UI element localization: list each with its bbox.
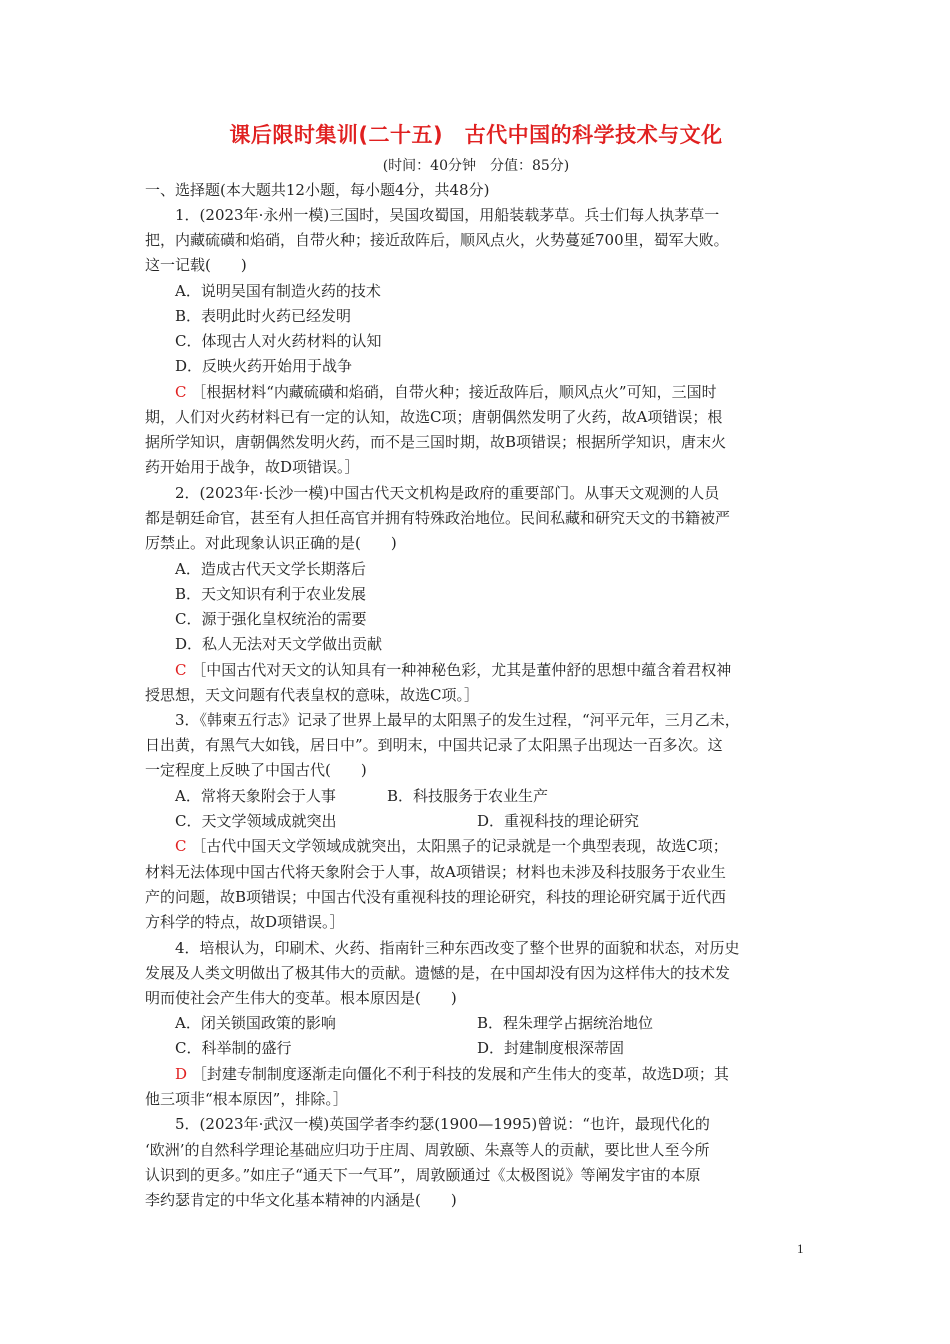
option-b: B．科技服务于农业生产 bbox=[387, 787, 549, 805]
question-text: 1．(2023年·永州一模)三国时，吴国攻蜀国，用船装载茅草。兵士们每人执茅草一 bbox=[175, 206, 720, 224]
answer-explanation bbox=[145, 834, 837, 859]
option-d: D．重视科技的理论研究 bbox=[477, 812, 640, 830]
answer-key: C bbox=[175, 383, 187, 401]
question-text: 认识到的更多。”如庄子“通天下一气耳”，周敦颐通过《太极图说》等阐发宇宙的本原 bbox=[145, 1166, 701, 1184]
explanation-text: 药开始用于战争，故D项错误。］ bbox=[145, 458, 360, 476]
option-a: A．常将天象附会于人事 bbox=[175, 787, 336, 805]
explanation-text: ［古代中国天文学领域成就突出，太阳黑子的记录就是一个典型表现，故选C项； bbox=[191, 837, 728, 855]
page-title: 课后限时集训(二十五) 古代中国的科学技术与文化 bbox=[229, 123, 723, 147]
question-text: 3．《韩柬五行志》记录了世界上最早的太阳黑子的发生过程，“河平元年，三月乙未， bbox=[175, 711, 740, 729]
question-text: 把，内藏硫磺和焰硝，自带火种；接近敌阵后，顺风点火，火势蔓延700里，蜀军大败。 bbox=[145, 231, 729, 249]
answer-explanation bbox=[145, 1062, 837, 1087]
option-c: C．科举制的盛行 bbox=[175, 1039, 292, 1057]
section-heading: 一、选择题(本大题共12小题，每小题4分，共48分) bbox=[145, 181, 490, 199]
option-d: D．反映火药开始用于战争 bbox=[175, 357, 353, 375]
option-a: A．说明吴国有制造火药的技术 bbox=[175, 282, 381, 300]
option-b: B．天文知识有利于农业发展 bbox=[175, 585, 367, 603]
answer-key: D bbox=[175, 1065, 188, 1083]
answer-explanation bbox=[145, 658, 837, 683]
question-text: 李约瑟肯定的中华文化基本精神的内涵是( ) bbox=[145, 1191, 457, 1209]
answer-key: C bbox=[175, 661, 187, 679]
question-text: 明而使社会产生伟大的变革。根本原因是( ) bbox=[145, 989, 457, 1007]
option-c: C．天文学领域成就突出 bbox=[175, 812, 337, 830]
question-text: 这一记载( ) bbox=[145, 256, 247, 274]
time-score-info: (时间：40分钟 分值：85分) bbox=[382, 158, 570, 174]
explanation-text: 期，人们对火药材料已有一定的认知，故选C项；唐朝偶然发明了火药，故A项错误；根 bbox=[145, 408, 723, 426]
explanation-text: ［封建专制制度逐渐走向僵化不利于科技的发展和产生伟大的变革，故选D项；其 bbox=[191, 1065, 729, 1083]
question-text: 都是朝廷命官，甚至有人担任高官并拥有特殊政治地位。民间私藏和研究天文的书籍被严 bbox=[145, 509, 731, 527]
explanation-text: ［中国古代对天文的认知具有一种神秘色彩，尤其是董仲舒的思想中蕴含着君权神 bbox=[191, 661, 732, 679]
explanation-text: 授思想，天文问题有代表皇权的意味，故选C项。］ bbox=[145, 686, 479, 704]
question-text: 5．(2023年·武汉一模)英国学者李约瑟(1900—1995)曾说：“也许，最现代化的 bbox=[175, 1115, 710, 1133]
option-a: A．闭关锁国政策的影响 bbox=[175, 1014, 336, 1032]
question-text: 4．培根认为，印刷术、火药、指南针三种东西改变了整个世界的面貌和状态，对历史 bbox=[175, 939, 740, 957]
option-d: D．封建制度根深蒂固 bbox=[477, 1039, 625, 1057]
explanation-text: 产的问题，故B项错误；中国古代没有重视科技的理论研究，科技的理论研究属于近代西 bbox=[145, 888, 727, 906]
explanation-text: ［根据材料“内藏硫磺和焰硝，自带火种；接近敌阵后，顺风点火”可知，三国时 bbox=[191, 383, 717, 401]
explanation-text: 材料无法体现中国古代将天象附会于人事，故A项错误；材料也未涉及科技服务于农业生 bbox=[145, 863, 726, 881]
explanation-text: 据所学知识，唐朝偶然发明火药，而不是三国时期，故B项错误；根据所学知识，唐末火 bbox=[145, 433, 727, 451]
option-d: D．私人无法对天文学做出贡献 bbox=[175, 635, 383, 653]
answer-explanation bbox=[145, 380, 837, 405]
answer-key: C bbox=[175, 837, 187, 855]
page-number: 1 bbox=[797, 1241, 804, 1256]
question-text: 厉禁止。对此现象认识正确的是( ) bbox=[145, 534, 397, 552]
explanation-text: 方科学的特点，故D项错误。］ bbox=[145, 913, 345, 931]
option-a: A．造成古代天文学长期落后 bbox=[175, 560, 366, 578]
question-text: 发展及人类文明做出了极其伟大的贡献。遗憾的是，在中国却没有因为这样伟大的技术发 bbox=[145, 964, 731, 982]
question-text: 2．(2023年·长沙一模)中国古代天文机构是政府的重要部门。从事天文观测的人员 bbox=[175, 484, 720, 502]
option-b: B．程朱理学占据统治地位 bbox=[477, 1014, 654, 1032]
question-text: 一定程度上反映了中国古代( ) bbox=[145, 761, 367, 779]
option-c: C．源于强化皇权统治的需要 bbox=[175, 610, 367, 628]
question-text: 日出黄，有黑气大如钱，居日中”。到明末，中国共记录了太阳黑子出现达一百多次。这 bbox=[145, 736, 723, 754]
question-text: ‘欧洲’的自然科学理论基础应归功于庄周、周敦颐、朱熹等人的贡献，要比世人至今所 bbox=[145, 1141, 710, 1159]
option-c: C．体现古人对火药材料的认知 bbox=[175, 332, 382, 350]
explanation-text: 他三项非“根本原因”，排除。］ bbox=[145, 1090, 348, 1108]
option-b: B．表明此时火药已经发明 bbox=[175, 307, 352, 325]
